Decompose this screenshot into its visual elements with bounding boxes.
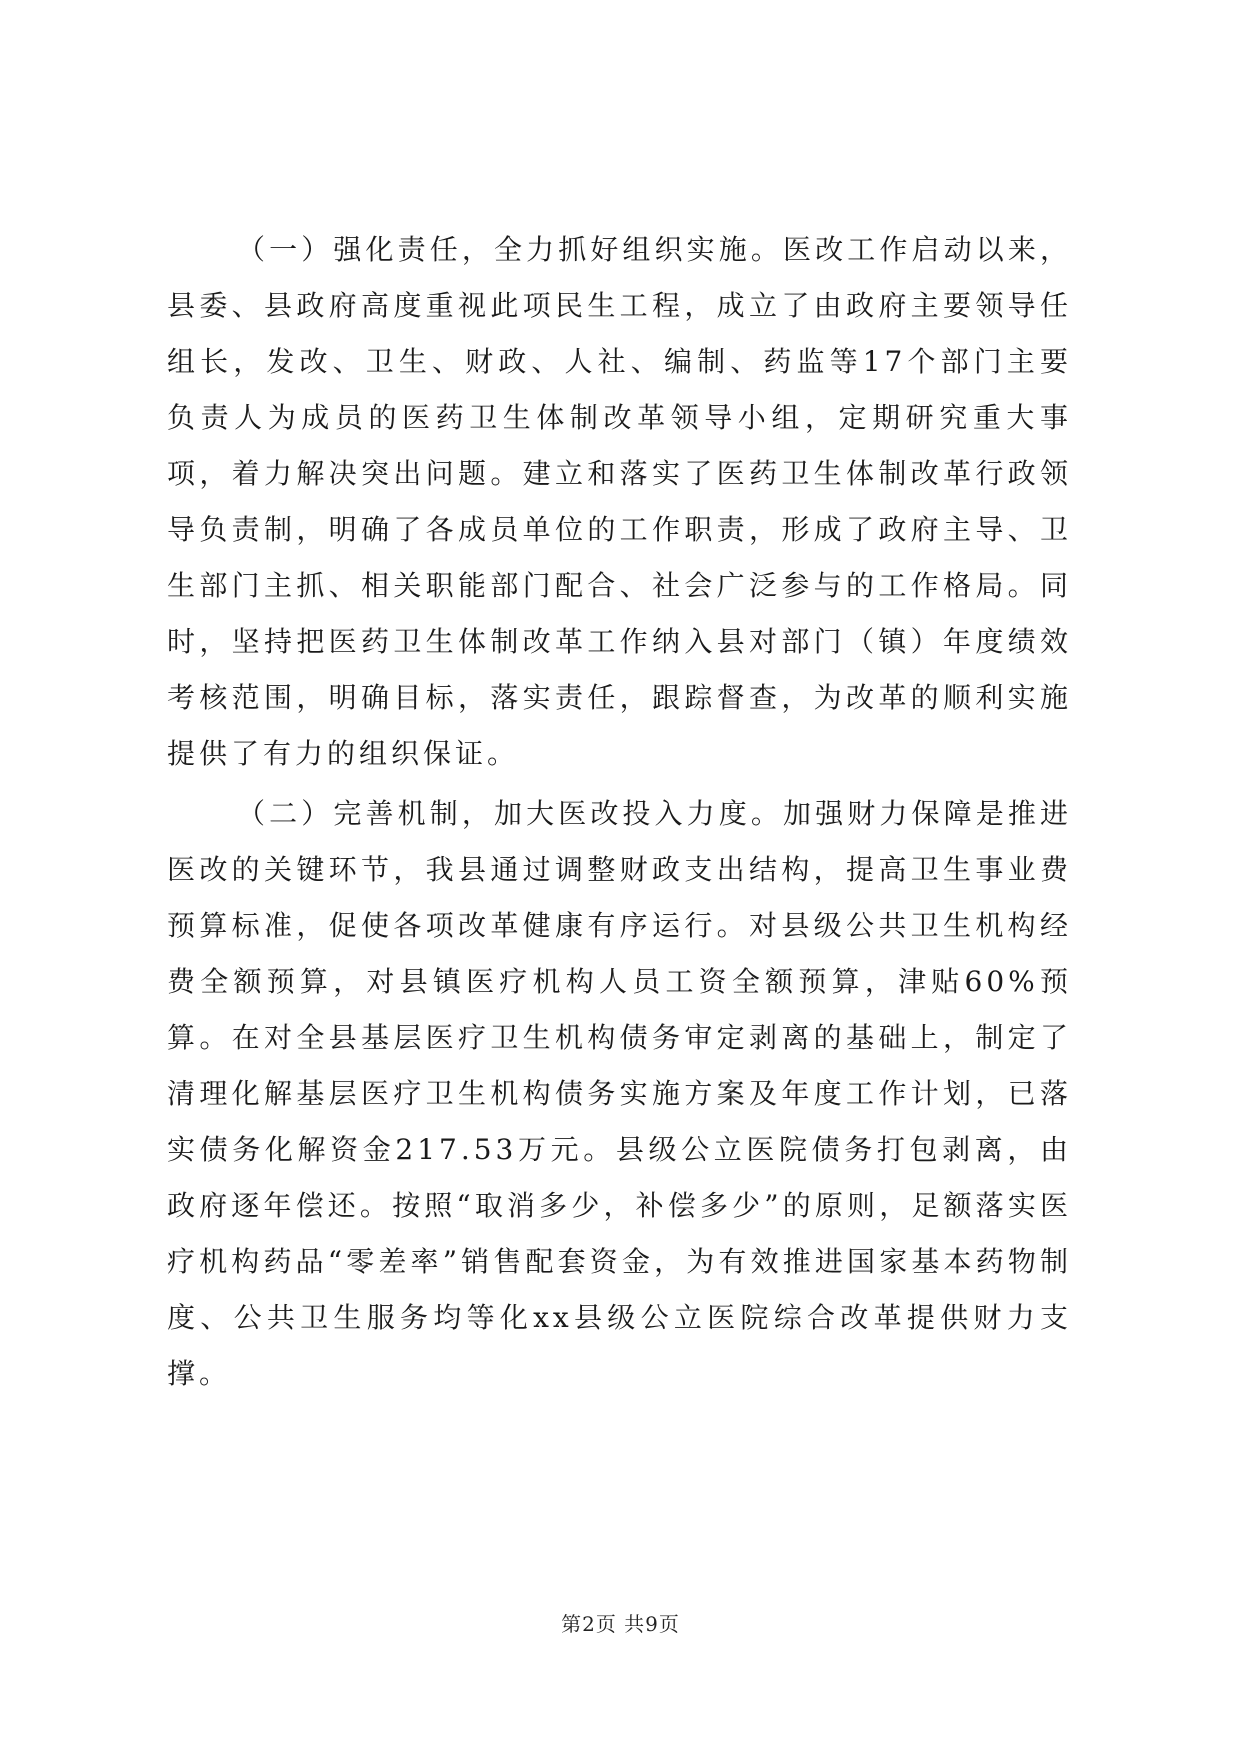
- document-body: [167, 222, 1072, 1402]
- page-number-footer: 第2页 共9页: [561, 1612, 680, 1636]
- paragraph-1: （一）强化责任，全力抓好组织实施。医改工作启动以来，县委、县政府高度重视此项民生工程，成立了由政府主要领导任组长，发改、卫生、财政、人社、编制、药监等17个部门主要负责人为成员的医药卫生体制改革领导小组，定期研究重大事项，着力解决突出问题。建立和落实了医药卫生体制改革行政领导负责制，明确了各成员单位的工作职责，形成了政府主导、卫生部门主抓、相关职能部门配合、社会广泛参与的工作格局。同时，坚持把医药卫生体制改革工作纳入县对部门（镇）年度绩效考核范围，明确目标，落实责任，跟踪督查，为改革的顺利实施提供了有力的组织保证。: [167, 233, 1072, 770]
- paragraph-2: （二）完善机制，加大医改投入力度。加强财力保障是推进医改的关键环节，我县通过调整财政支出结构，提高卫生事业费预算标准，促使各项改革健康有序运行。对县级公共卫生机构经费全额预算，对县镇医疗机构人员工资全额预算，津贴60%预算。在对全县基层医疗卫生机构债务审定剥离的基础上，制定了清理化解基层医疗卫生机构债务实施方案及年度工作计划，已落实债务化解资金217.53万元。县级公立医院债务打包剥离，由政府逐年偿还。按照“取消多少，补偿多少”的原则，足额落实医疗机构药品“零差率”销售配套资金，为有效推进国家基本药物制度、公共卫生服务均等化xx县级公立医院综合改革提供财力支撑。: [167, 797, 1072, 1390]
